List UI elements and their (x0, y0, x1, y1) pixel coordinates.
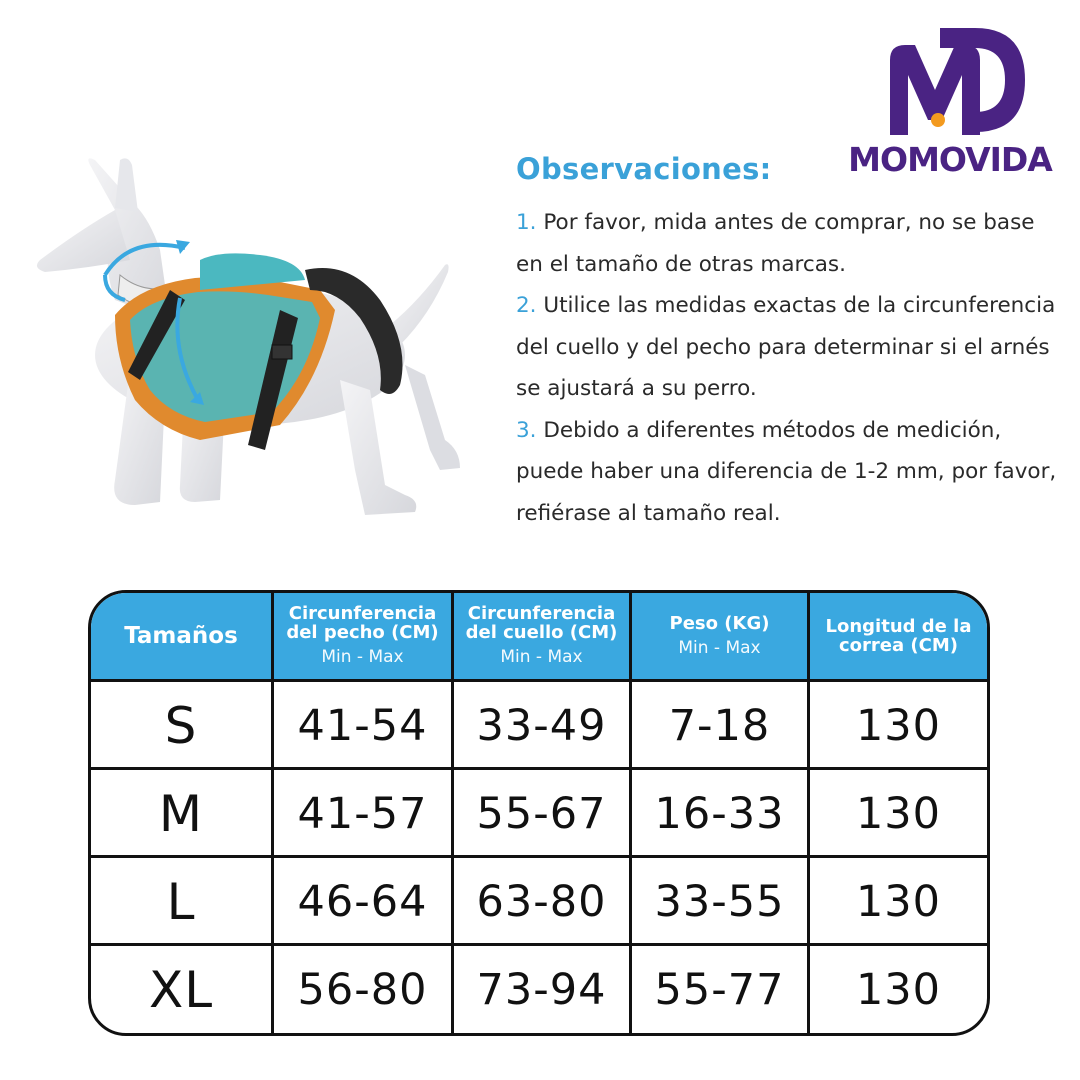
table-row (91, 679, 987, 770)
observation-text: Debido a diferentes métodos de medición, puede haber una diferencia de 1-2 mm, por favor, refiérase al tamaño real. (516, 417, 1057, 526)
observation-number: 3. (516, 417, 537, 443)
brand-logo (840, 20, 1060, 180)
observation-item (516, 285, 1061, 410)
observation-text: Utilice las medidas exactas de la circunferencia del cuello y del pecho para determinar si el arnés se ajustará a su perro. (516, 293, 1056, 401)
leash-cell: 130 (807, 682, 987, 770)
header-chest: Circunferencia del pecho (CM) Min - Max (271, 593, 451, 679)
brand-name: MOMOVIDA (848, 140, 1052, 179)
table-row (91, 943, 987, 1034)
header-size: Tamaños (124, 623, 238, 649)
leash-cell: 130 (807, 858, 987, 946)
chest-cell: 56-80 (271, 946, 451, 1034)
table-header-row (91, 593, 987, 679)
chest-cell: 41-57 (271, 770, 451, 858)
observations-list (516, 202, 1061, 534)
neck-cell: 73-94 (451, 946, 629, 1034)
leash-cell: 130 (807, 946, 987, 1034)
observations-title: Observaciones: (516, 152, 772, 186)
observation-item (516, 410, 1061, 535)
chest-cell: 46-64 (271, 858, 451, 946)
weight-cell: 16-33 (629, 770, 807, 858)
observation-text: Por favor, mida antes de comprar, no se base en el tamaño de otras marcas. (516, 210, 1035, 277)
neck-cell: 55-67 (451, 770, 629, 858)
header-leash-length: Longitud de la correa (CM) (807, 593, 987, 679)
chest-cell: 41-54 (271, 682, 451, 770)
dog-harness-illustration (20, 150, 480, 540)
leash-cell: 130 (807, 770, 987, 858)
table-row (91, 767, 987, 858)
size-cell: L (166, 873, 196, 931)
size-cell: M (158, 785, 204, 843)
weight-cell: 55-77 (629, 946, 807, 1034)
weight-cell: 7-18 (629, 682, 807, 770)
neck-cell: 33-49 (451, 682, 629, 770)
observation-number: 1. (516, 210, 537, 235)
observation-item (516, 202, 1061, 285)
table-row (91, 855, 987, 946)
weight-cell: 33-55 (629, 858, 807, 946)
size-cell: S (164, 697, 198, 755)
header-neck: Circunferencia del cuello (CM) Min - Max (451, 593, 629, 679)
size-table (88, 590, 990, 1036)
size-cell: XL (148, 961, 214, 1019)
observation-number: 2. (516, 293, 537, 318)
header-weight: Peso (KG) Min - Max (629, 593, 807, 679)
md-logo-icon (880, 20, 1030, 140)
neck-cell: 63-80 (451, 858, 629, 946)
